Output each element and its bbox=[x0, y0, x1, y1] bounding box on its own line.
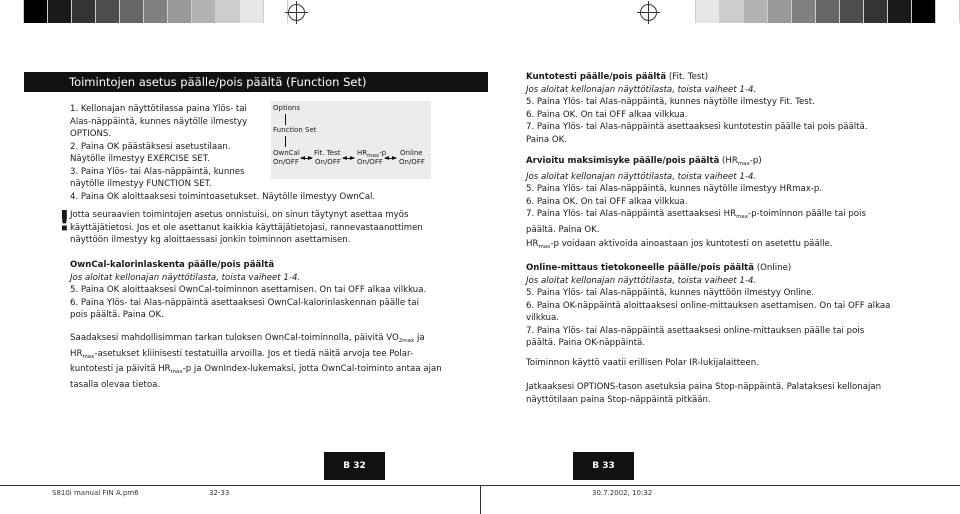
diagram-online-state: On/OFF bbox=[399, 158, 425, 166]
hrmax-note-text: HR bbox=[526, 239, 539, 249]
online-intro: Jos aloitat kellonajan näyttötilasta, toista vaiheet 1-4. bbox=[526, 275, 757, 286]
online-step: päältä. Paina OK-näppäintä. bbox=[526, 338, 646, 348]
owncal-title: OwnCal-kalorinlaskenta päälle/pois päältä bbox=[70, 260, 275, 270]
color-swatch bbox=[672, 0, 696, 23]
fit-test-section bbox=[526, 71, 868, 146]
diagram-bidirectional-arrow-icon bbox=[385, 158, 396, 159]
diagram-options-label: Options bbox=[273, 104, 301, 112]
diagram-hrmax-state: On/OFF bbox=[357, 158, 383, 166]
vo2max-sub: 2max bbox=[398, 338, 415, 344]
color-swatch bbox=[936, 0, 960, 23]
warning-line: Jotta seuraavien toimintojen asetus onnistuisi, on sinun täytynyt asettaa myös bbox=[70, 210, 409, 220]
exit-note-line: Jatkaaksesi OPTIONS-tason asetuksia paina Stop-näppäintä. Palataksesi kellonajan bbox=[526, 382, 882, 392]
diagram-connector bbox=[285, 136, 286, 147]
hrmax-section bbox=[526, 155, 866, 236]
color-swatch bbox=[216, 0, 240, 23]
options-exit-note bbox=[526, 381, 881, 406]
online-step: vilkkua. bbox=[526, 313, 559, 323]
color-swatch-strip-left bbox=[0, 0, 288, 23]
fit-test-intro: Jos aloitat kellonajan näyttötilasta, toista vaiheet 1-4. bbox=[526, 84, 757, 95]
online-step: 6. Paina OK-näppäintä aloittaaksesi online-mittauksen asettamisen. On tai OFF alkaa bbox=[526, 300, 891, 311]
para-text: HR bbox=[70, 348, 83, 359]
diagram-function-set-label: Function Set bbox=[273, 126, 317, 134]
warning-line: käyttäjätietosi. Jos et ole asettanut kaikkia käyttäjätietojasi, rannevastaanottimen bbox=[70, 222, 423, 233]
diagram-hrmax-text: HR bbox=[357, 149, 368, 157]
step-line: 2. Paina OK päästäksesi asetustilaan. bbox=[70, 141, 231, 152]
step-line: 3. Paina Ylös- tai Alas-näppäintä, kunnes bbox=[70, 166, 245, 177]
diagram-online-label: Online bbox=[400, 149, 423, 157]
para-text: -asetukset kliinisesti testatuilla arvoilla. Jos et tiedä näitä arvoja tee Polar- bbox=[94, 348, 414, 359]
online-title-paren: (Online) bbox=[754, 263, 792, 273]
footer-filename: S810i manual FIN A.pm6 bbox=[52, 489, 139, 497]
registration-mark-left-icon bbox=[288, 4, 305, 21]
hrmax-sub: max bbox=[82, 353, 95, 360]
hrmax-sub: max bbox=[170, 369, 183, 375]
hrmax-sub: max bbox=[737, 161, 750, 167]
online-section bbox=[526, 262, 890, 350]
para-text: tasalla olevaa tietoa. bbox=[70, 379, 161, 390]
hrmax-step: 6. Paina OK. On tai OFF alkaa vilkkua. bbox=[526, 196, 688, 207]
diagram-owncal-label: OwnCal bbox=[273, 149, 300, 157]
online-step: 7. Paina Ylös- tai Alas-näppäintä asettaaksesi online-mittauksen päälle tai pois bbox=[526, 325, 865, 336]
step-line: näytölle ilmestyy FUNCTION SET. bbox=[70, 179, 212, 189]
menu-flow-diagram bbox=[271, 101, 431, 179]
fold-mark bbox=[480, 485, 481, 514]
ir-reader-note: Toiminnon käyttö vaatii erillisen Polar IR-lukijalaitteen. bbox=[526, 358, 759, 368]
fit-test-step: 7. Paina Ylös- tai Alas-näppäintä asettaaksesi kuntotestin päälle tai pois päältä. bbox=[526, 122, 868, 132]
color-swatch bbox=[72, 0, 96, 23]
para-text: -p ja OwnIndex-lukemaksi, jotta OwnCal-toiminto antaa ajan bbox=[182, 364, 442, 374]
para-text: ja bbox=[414, 333, 425, 343]
hrmax-sub: max bbox=[538, 244, 551, 250]
diagram-connector bbox=[285, 114, 286, 125]
hrmax-step: 5. Paina Ylös- tai Alas-näppäintä, kunnes näytölle ilmestyy HRmax-p. bbox=[526, 184, 823, 194]
hrmax-step: 7. Paina Ylös- tai Alas-näppäintä asettaaksesi HR bbox=[526, 209, 737, 219]
color-swatch bbox=[792, 0, 816, 23]
owncal-step: 5. Paina OK aloittaaksesi OwnCal-toiminnon asettamisen. On tai OFF alkaa vilkkua. bbox=[70, 285, 427, 295]
online-step: 5. Paina Ylös- tai Alas-näppäintä, kunnes näyttöön ilmestyy Online. bbox=[526, 288, 815, 298]
footer-pages: 32-33 bbox=[209, 489, 230, 497]
fit-test-step: 5. Paina Ylös- tai Alas-näppäintä, kunnes näytölle ilmestyy Fit. Test. bbox=[526, 97, 815, 107]
hrmax-note bbox=[526, 238, 833, 254]
diagram-hrmax-sub: max bbox=[367, 153, 380, 159]
fit-test-step: Paina OK. bbox=[526, 134, 568, 145]
color-swatch bbox=[144, 0, 168, 23]
color-swatch bbox=[240, 0, 264, 23]
warning-exclamation-icon: ! bbox=[58, 204, 71, 237]
color-swatch bbox=[96, 0, 120, 23]
hrmax-step: päältä. Paina OK. bbox=[526, 224, 600, 235]
section-header: Toimintojen asetus päälle/pois päältä (Function Set) bbox=[24, 72, 488, 92]
owncal-intro: Jos aloitat kellonajan näyttötilasta, toista vaiheet 1-4. bbox=[70, 272, 301, 283]
online-title: Online-mittaus tietokoneelle päälle/pois päältä bbox=[526, 263, 755, 273]
hrmax-intro: Jos aloitat kellonajan näyttötilasta, toista vaiheet 1-4. bbox=[526, 171, 757, 182]
diagram-bidirectional-arrow-icon bbox=[343, 158, 354, 159]
footer-date: 30.7.2002, 10:32 bbox=[592, 489, 653, 497]
diagram-fit-test-label: Fit. Test bbox=[314, 149, 341, 157]
fit-test-title-paren: (Fit. Test) bbox=[666, 72, 709, 82]
warning-line: näyttöön ilmestyy kg aloittaessasi jonkin toiminnon asettamisen. bbox=[70, 235, 351, 245]
para-text: kuntotesti ja päivitä HR bbox=[70, 364, 171, 374]
color-swatch bbox=[840, 0, 864, 23]
diagram-owncal-state: On/OFF bbox=[273, 158, 299, 166]
hrmax-note-text: -p voidaan aktivoida ainoastaan jos kuntotesti on asetettu päälle. bbox=[550, 239, 833, 249]
step-line: 4. Paina OK aloittaaksesi toimintoasetukset. Näytölle ilmestyy OwnCal. bbox=[70, 191, 376, 202]
step-line: OPTIONS. bbox=[70, 129, 112, 139]
color-swatch-strip-right bbox=[672, 0, 960, 23]
warning-note bbox=[70, 209, 423, 247]
hrmax-title: Arvioitu maksimisyke päälle/pois päältä bbox=[526, 156, 720, 166]
color-swatch bbox=[24, 0, 48, 23]
owncal-section bbox=[70, 259, 426, 322]
step-line: Näytölle ilmestyy EXERCISE SET. bbox=[70, 154, 210, 164]
color-swatch bbox=[168, 0, 192, 23]
color-swatch bbox=[120, 0, 144, 23]
color-swatch bbox=[768, 0, 792, 23]
color-swatch bbox=[888, 0, 912, 23]
color-swatch bbox=[48, 0, 72, 23]
page-number-left: B 32 bbox=[324, 452, 385, 480]
hrmax-sub: max bbox=[736, 214, 749, 220]
fit-test-title: Kuntotesti päälle/pois päältä bbox=[526, 72, 667, 82]
owncal-accuracy-paragraph bbox=[70, 332, 442, 391]
exit-note-line: näyttötilaan paina Stop-näppäintä pitkään. bbox=[526, 394, 711, 405]
color-swatch bbox=[744, 0, 768, 23]
owncal-step: 6. Paina Ylös- tai Alas-näppäintä asettaaksesi OwnCal-kalorinlaskennan päälle tai bbox=[70, 297, 419, 308]
step-line: Alas-näppäintä, kunnes näytölle ilmestyy bbox=[70, 116, 248, 127]
color-swatch bbox=[816, 0, 840, 23]
color-swatch bbox=[720, 0, 744, 23]
hrmax-paren: (HR bbox=[719, 156, 738, 166]
step-line: 1. Kellonajan näyttötilassa paina Ylös- tai bbox=[70, 104, 247, 114]
color-swatch bbox=[0, 0, 24, 23]
color-swatch bbox=[192, 0, 216, 23]
diagram-fit-test-state: On/OFF bbox=[315, 158, 341, 166]
page-number-right: B 33 bbox=[573, 452, 634, 480]
diagram-bidirectional-arrow-icon bbox=[301, 158, 312, 159]
color-swatch bbox=[864, 0, 888, 23]
registration-mark-right-icon bbox=[640, 4, 657, 21]
color-swatch bbox=[696, 0, 720, 23]
owncal-step: pois päältä. Paina OK. bbox=[70, 310, 164, 320]
fit-test-step: 6. Paina OK. On tai OFF alkaa vilkkua. bbox=[526, 109, 688, 120]
para-text: Saadaksesi mahdollisimman tarkan tuloksen OwnCal-toiminnolla, päivitä VO bbox=[70, 333, 399, 343]
hrmax-step: -p-toiminnon päälle tai pois bbox=[748, 209, 866, 219]
hrmax-paren: -p) bbox=[749, 156, 762, 166]
diagram-hrmax-suffix: -p bbox=[379, 149, 387, 157]
color-swatch bbox=[912, 0, 936, 23]
